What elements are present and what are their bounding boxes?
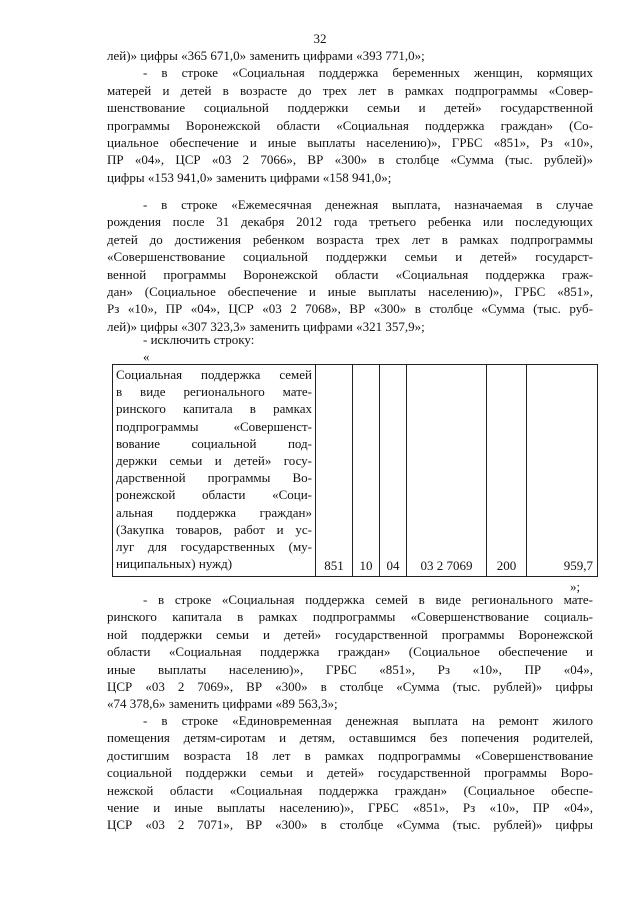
text-line: цифры «153 941,0» заменить цифрами «158 941,0»; bbox=[107, 169, 392, 185]
text-line: ЦСР «03 2 7071», ВР «300» в столбце «Сумма (тыс. рублей)» цифры bbox=[107, 817, 593, 833]
paragraph-block4 bbox=[107, 712, 593, 834]
text-line: рождения после 31 декабря 2012 года третьего ребенка или последующих bbox=[107, 214, 593, 230]
text-line: - в строке «Социальная поддержка беременных женщин, кормящих bbox=[143, 65, 593, 81]
text-line: области «Социальная поддержка граждан» (Социальное обеспечение и bbox=[107, 644, 593, 660]
cell-line: дарственной программы Во- bbox=[116, 470, 312, 486]
text-line: детей до достижения ребенком возраста трех лет в рамках подпрограммы bbox=[107, 231, 593, 247]
table-cell-vr: 200 bbox=[487, 365, 527, 577]
text-line: иные выплаты населению)», ГРБС «851», Рз «10», ПР «04», bbox=[107, 661, 593, 677]
text-line: матерей и детей в возрасте до трех лет в рамках подпрограммы «Совер- bbox=[107, 82, 593, 98]
text-line: нежской области «Социальная поддержка граждан» (Социальное обеспе- bbox=[107, 782, 593, 798]
cell-line: луг для государственных (му- bbox=[116, 539, 312, 555]
cell-line: ниципальных) нужд) bbox=[116, 556, 233, 572]
paragraph-block1 bbox=[107, 47, 593, 186]
table-cell-pr: 04 bbox=[380, 365, 407, 577]
text-line: чение и иные выплаты населению)», ГРБС «851», Рз «10», ПР «04», bbox=[107, 800, 593, 816]
cell-line: альная поддержка граждан» bbox=[116, 504, 312, 520]
quote-open: « bbox=[143, 349, 150, 365]
quote-close: »; bbox=[570, 579, 581, 594]
text-line: Рз «10», ПР «04», ЦСР «03 2 7068», ВР «300» в столбце «Сумма (тыс. руб- bbox=[107, 301, 593, 317]
text-line: - в строке «Единовременная денежная выплата на ремонт жилого bbox=[143, 713, 593, 728]
table-cell-csr: 03 2 7069 bbox=[407, 365, 487, 577]
text-line: - в строке «Ежемесячная денежная выплата, назначаемая в случае bbox=[143, 197, 593, 212]
text-line: ной поддержки семьи и детей» государственной программы Воронежской bbox=[107, 626, 593, 642]
text-line: «Совершенствование социальной поддержки семьи и детей» государст- bbox=[107, 249, 593, 265]
text-line: шенствование социальной поддержки семьи и детей» государственной bbox=[107, 100, 593, 116]
cell-line: подпрограммы «Совершенст- bbox=[116, 418, 312, 434]
page-number: 32 bbox=[313, 31, 327, 46]
text-line: программы Воронежской области «Социальная поддержка граждан» (Со- bbox=[107, 117, 593, 133]
text-line: «74 378,6» заменить цифрами «89 563,3»; bbox=[107, 696, 338, 712]
table-cell-rz: 10 bbox=[353, 365, 380, 577]
cell-line: в виде регионального мате- bbox=[116, 384, 312, 400]
table-cell-name bbox=[113, 365, 316, 577]
text-line: венной программы Воронежской области «Социальная поддержка граж- bbox=[107, 266, 593, 282]
text-line: - в строке «Социальная поддержка семей в виде регионального мате- bbox=[143, 592, 593, 607]
text-line: циальное обеспечение и иные выплаты населению)», ГРБС «851», Рз «10», bbox=[107, 135, 593, 151]
cell-line: (Закупка товаров, работ и ус- bbox=[116, 521, 312, 537]
text-line: ринского капитала в рамках подпрограммы «Совершенствование социаль- bbox=[107, 609, 593, 625]
paragraph-block2 bbox=[107, 196, 593, 335]
text-line: ПР «04», ЦСР «03 2 7066», ВР «300» в столбце «Сумма (тыс. рублей)» bbox=[107, 152, 593, 168]
text-line: помещения детям-сиротам и детям, оставшимся без попечения родителей, bbox=[107, 730, 593, 746]
table-row bbox=[113, 365, 598, 577]
excluded-row-table bbox=[112, 364, 598, 577]
text-line: дан» (Социальное обеспечение и иные выплаты населению)», ГРБС «851», bbox=[107, 284, 593, 300]
table-cell-grbs: 851 bbox=[316, 365, 353, 577]
cell-line: держки семьи и детей» госу- bbox=[116, 453, 312, 469]
text-line: лей)» цифры «307 323,3» заменить цифрами «321 357,9»; bbox=[107, 318, 425, 334]
text-line: социальной поддержки семьи и детей» государственной программы Воро- bbox=[107, 765, 593, 781]
text-line: ЦСР «03 2 7069», ВР «300» в столбце «Сумма (тыс. рублей)» цифры bbox=[107, 679, 593, 695]
cell-line: вование социальной под- bbox=[116, 435, 312, 451]
cell-line: ронежской области «Соци- bbox=[116, 487, 312, 503]
table-cell-sum: 959,7 bbox=[527, 365, 598, 577]
paragraph-block3 bbox=[107, 591, 593, 713]
cell-line: Социальная поддержка семей bbox=[116, 367, 312, 382]
text-line: лей)» цифры «365 671,0» заменить цифрами «393 771,0»; bbox=[107, 48, 425, 63]
paragraph-exclude bbox=[107, 331, 593, 366]
cell-line: ринского капитала в рамках bbox=[116, 401, 312, 417]
text-line: достигшим возраста 18 лет в рамках подпрограммы «Совершенствование bbox=[107, 747, 593, 763]
text-line: - исключить строку: bbox=[143, 332, 255, 347]
